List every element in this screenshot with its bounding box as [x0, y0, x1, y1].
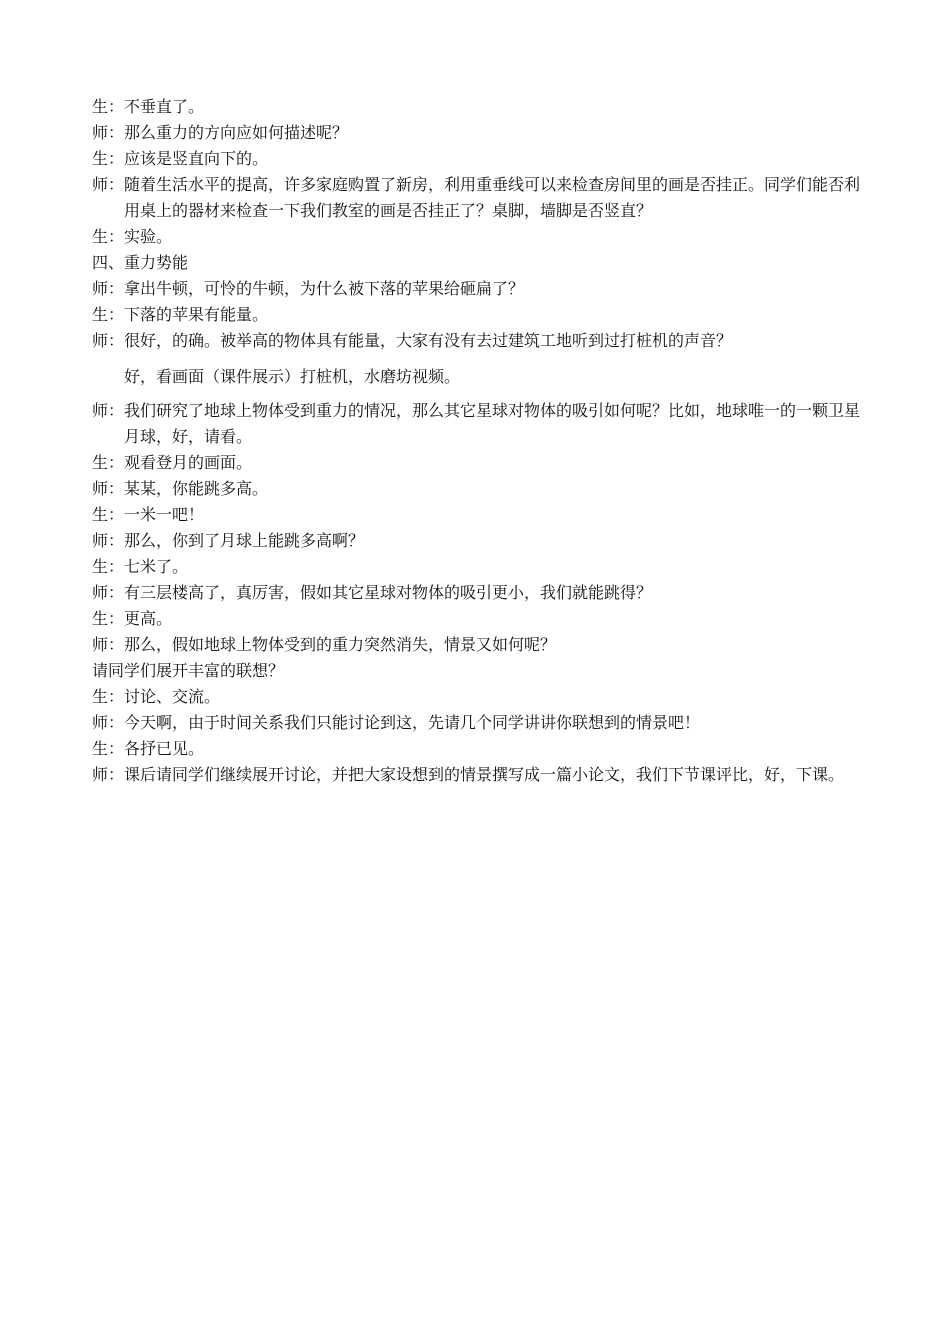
dialogue-line: 师：拿出牛顿，可怜的牛顿，为什么被下落的苹果给砸扁了？	[92, 279, 525, 298]
dialogue-line: 生：讨论、交流。	[92, 687, 221, 706]
dialogue-line: 师：某某，你能跳多高。	[92, 479, 269, 498]
dialogue-line: 生：七米了。	[92, 557, 189, 576]
dialogue-line: 生：观看登月的画面。	[92, 453, 253, 472]
dialogue-line: 生：不垂直了。	[92, 97, 205, 116]
dialogue-line: 生：一米一吧！	[92, 505, 205, 524]
section-heading: 四、重力势能	[92, 253, 189, 272]
dialogue-line: 师：那么，你到了月球上能跳多高啊？	[92, 531, 365, 550]
dialogue-line: 生：实验。	[92, 227, 173, 246]
dialogue-line: 师：有三层楼高了，真厉害，假如其它星球对物体的吸引更小，我们就能跳得？	[92, 583, 653, 602]
dialogue-line: 师：今天啊，由于时间关系我们只能讨论到这，先请几个同学讲讲你联想到的情景吧！	[92, 713, 701, 732]
dialogue-line: 师：课后请同学们继续展开讨论，并把大家设想到的情景撰写成一篇小论文，我们下节课评比，好，下课。	[92, 765, 845, 784]
dialogue-line: 生：应该是竖直向下的。	[92, 149, 269, 168]
dialogue-line: 生：各抒已见。	[92, 739, 205, 758]
dialogue-line: 师：那么，假如地球上物体受到的重力突然消失，情景又如何呢？	[92, 635, 557, 654]
document-page	[92, 94, 862, 788]
dialogue-line: 师：随着生活水平的提高，许多家庭购置了新房，利用重垂线可以来检查房间里的画是否挂正。同学们能否利用桌上的器材来检查一下我们教室的画是否挂正了？桌脚，墙脚是否竖直？	[92, 175, 861, 220]
dialogue-line: 师：很好，的确。被举高的物体具有能量，大家有没有去过建筑工地听到过打桩机的声音？	[92, 331, 733, 350]
dialogue-continuation: 好，看画面（课件展示）打桩机，水磨坊视频。	[124, 367, 461, 386]
dialogue-line: 师：我们研究了地球上物体受到重力的情况，那么其它星球对物体的吸引如何呢？比如，地球唯一的一颗卫星月球，好，请看。	[92, 401, 861, 446]
dialogue-line: 师：那么重力的方向应如何描述呢？	[92, 123, 349, 142]
dialogue-line: 请同学们展开丰富的联想？	[92, 661, 285, 680]
dialogue-line: 生：下落的苹果有能量。	[92, 305, 269, 324]
dialogue-line: 生：更高。	[92, 609, 173, 628]
